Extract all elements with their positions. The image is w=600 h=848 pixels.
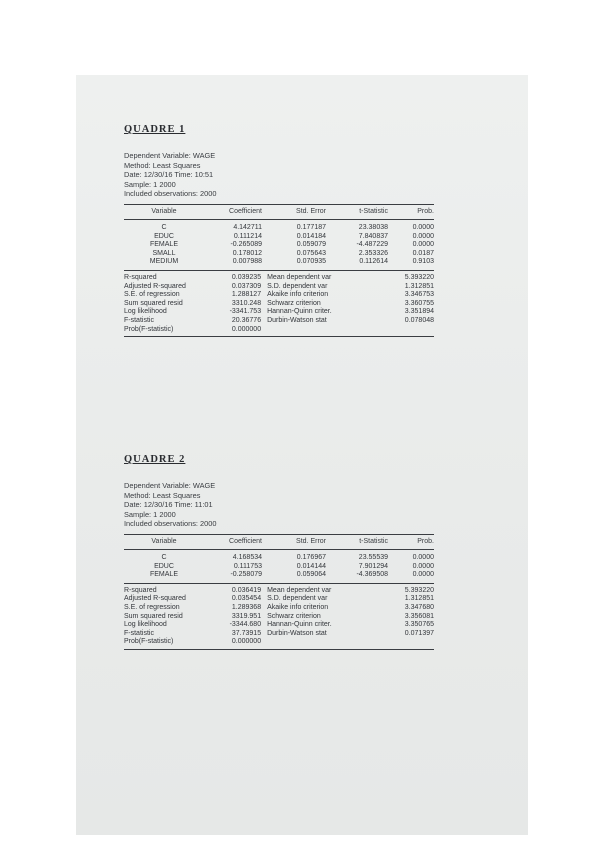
t-statistic-value: -4.369508: [356, 571, 388, 579]
coefficient-value: -0.258079: [230, 571, 262, 579]
stat-value: 3.346753: [404, 291, 434, 299]
date-time: Date: 12/30/16 Time: 10:51: [124, 170, 214, 180]
stat-value: [388, 326, 434, 335]
header-std-error: Std. Error: [296, 208, 326, 216]
quadre-2-title: QUADRE 2: [124, 454, 186, 465]
sample: Sample: 1 2000: [124, 179, 176, 189]
std-error-value: 0.075643: [296, 249, 326, 257]
stats-row: [124, 630, 434, 639]
stat-value: 5.393220: [404, 273, 434, 281]
stats-row: [124, 274, 434, 283]
coefficient-value: 4.142711: [233, 223, 262, 231]
stats-row: [124, 595, 434, 604]
header-prob: Prob.: [417, 538, 434, 546]
std-error-value: 0.176967: [296, 553, 326, 561]
t-statistic-value: 0.112614: [359, 258, 388, 266]
stat-value: -3344.680: [229, 621, 262, 629]
std-error-value: 0.014184: [296, 232, 326, 240]
stat-label: Durbin-Watson stat: [267, 629, 327, 637]
table-header: [124, 205, 434, 219]
stat-label: Log likelihood: [124, 621, 167, 629]
stat-value: 3.351894: [404, 308, 434, 316]
coefficient-value: 0.111753: [233, 562, 262, 570]
table-bottom-rule: [124, 649, 434, 650]
stat-label: Schwarz criterion: [267, 299, 321, 307]
stat-value: [388, 638, 434, 647]
stat-label: R-squared: [124, 586, 157, 594]
stat-label: Log likelihood: [124, 308, 167, 316]
included-observations: Included observations: 2000: [124, 189, 217, 199]
table-row: [124, 250, 434, 259]
stat-value: 3.350765: [404, 621, 434, 629]
stat-value: 0.000000: [231, 325, 262, 333]
prob-value: 0.0000: [412, 571, 434, 579]
stat-label: S.D. dependent var: [267, 595, 328, 603]
stat-label: Durbin-Watson stat: [267, 316, 327, 324]
stats-row: [124, 300, 434, 309]
summary-stats: [124, 584, 434, 649]
quadre-1: [124, 124, 434, 337]
stat-label: [267, 326, 388, 335]
dependent-variable: Dependent Variable: WAGE: [124, 151, 216, 160]
stat-label: Schwarz criterion: [267, 612, 321, 620]
header-coefficient: Coefficient: [229, 538, 262, 546]
stat-label: [267, 638, 388, 647]
variable-name: MEDIUM: [149, 258, 179, 266]
stat-label: Adjusted R-squared: [124, 282, 186, 290]
stats-row: [124, 326, 434, 335]
summary-stats: [124, 271, 434, 336]
table-row: [124, 233, 434, 242]
prob-value: 0.0187: [412, 249, 434, 257]
coefficient-table: [124, 220, 434, 270]
stat-value: 1.289368: [231, 603, 262, 611]
t-statistic-value: 23.38038: [358, 223, 388, 231]
stat-value: 0.000000: [231, 638, 262, 646]
stat-value: 37.73915: [231, 629, 262, 637]
coefficient-value: 0.111214: [233, 232, 262, 240]
stat-value: 1.288127: [231, 291, 262, 299]
variable-name: EDUC: [154, 562, 174, 570]
coefficient-value: 0.178012: [232, 249, 262, 257]
prob-value: 0.0000: [412, 562, 434, 570]
stat-value: -3341.753: [229, 308, 262, 316]
prob-value: 0.0000: [412, 241, 434, 249]
t-statistic-value: 7.840837: [358, 232, 388, 240]
stat-value: 0.039235: [231, 273, 262, 281]
stat-label: Akaike info criterion: [267, 603, 329, 611]
stat-label: Prob(F-statistic): [124, 638, 174, 646]
stat-label: Sum squared resid: [124, 299, 183, 307]
table-row: [124, 554, 434, 563]
stat-value: 3319.951: [231, 612, 262, 620]
method: Method: Least Squares: [124, 490, 201, 500]
stat-label: F-statistic: [124, 316, 154, 324]
table-bottom-rule: [124, 336, 434, 337]
header-t-statistic: t-Statistic: [359, 208, 388, 216]
stat-label: F-statistic: [124, 629, 154, 637]
stats-row: [124, 604, 434, 613]
stat-value: 3.356081: [404, 612, 434, 620]
table-row: [124, 563, 434, 572]
coefficient-table: [124, 550, 434, 583]
stats-row: [124, 638, 434, 647]
stat-label: Sum squared resid: [124, 612, 183, 620]
std-error-value: 0.014144: [296, 562, 326, 570]
stat-label: Akaike info criterion: [267, 291, 329, 299]
variable-name: FEMALE: [149, 241, 178, 249]
regression-meta: [124, 151, 434, 199]
stat-value: 3310.248: [231, 299, 262, 307]
prob-value: 0.0000: [412, 223, 434, 231]
table-row: [124, 571, 434, 580]
variable-name: C: [161, 223, 167, 231]
stat-label: Mean dependent var: [267, 273, 332, 281]
stat-value: 0.036419: [231, 586, 262, 594]
header-variable: Variable: [151, 208, 177, 216]
table-header: [124, 535, 434, 549]
prob-value: 0.0000: [412, 553, 434, 561]
stats-row: [124, 613, 434, 622]
stat-label: S.E. of regression: [124, 603, 180, 611]
stat-value: 3.347680: [404, 603, 434, 611]
variable-name: SMALL: [152, 249, 176, 257]
variable-name: EDUC: [154, 232, 174, 240]
stat-label: Prob(F-statistic): [124, 325, 174, 333]
stat-value: 5.393220: [404, 586, 434, 594]
stat-label: Adjusted R-squared: [124, 595, 186, 603]
stat-label: Mean dependent var: [267, 586, 332, 594]
prob-value: 0.9103: [412, 258, 434, 266]
header-prob: Prob.: [417, 208, 434, 216]
stats-row: [124, 587, 434, 596]
header-variable: Variable: [151, 538, 177, 546]
table-row: [124, 241, 434, 250]
quadre-2: [124, 454, 434, 650]
stat-label: R-squared: [124, 273, 157, 281]
date-time: Date: 12/30/16 Time: 11:01: [124, 500, 213, 510]
dependent-variable: Dependent Variable: WAGE: [124, 481, 216, 490]
prob-value: 0.0000: [412, 232, 434, 240]
variable-name: C: [161, 553, 167, 561]
coefficient-value: -0.265089: [230, 241, 262, 249]
stats-row: [124, 621, 434, 630]
stat-value: 20.36776: [231, 316, 262, 324]
coefficient-value: 4.168534: [232, 553, 262, 561]
stat-value: 0.078048: [404, 316, 434, 324]
t-statistic-value: 2.353326: [358, 249, 388, 257]
variable-name: FEMALE: [149, 571, 178, 579]
regression-meta: [124, 481, 434, 529]
table-row: [124, 224, 434, 233]
stat-value: 0.071397: [404, 629, 434, 637]
stats-row: [124, 283, 434, 292]
std-error-value: 0.070935: [296, 258, 326, 266]
stats-row: [124, 308, 434, 317]
quadre-1-title: QUADRE 1: [124, 124, 186, 135]
header-coefficient: Coefficient: [229, 208, 262, 216]
std-error-value: 0.059079: [296, 241, 326, 249]
std-error-value: 0.059064: [296, 571, 326, 579]
stat-value: 0.035454: [231, 595, 262, 603]
t-statistic-value: -4.487229: [356, 241, 388, 249]
header-std-error: Std. Error: [296, 538, 326, 546]
stat-value: 3.360755: [404, 299, 434, 307]
std-error-value: 0.177187: [296, 223, 326, 231]
stat-value: 1.312851: [404, 282, 434, 290]
t-statistic-value: 7.901294: [358, 562, 388, 570]
stat-value: 1.312851: [404, 595, 434, 603]
stat-label: S.E. of regression: [124, 291, 180, 299]
stat-label: Hannan-Quinn criter.: [267, 308, 332, 316]
stats-row: [124, 291, 434, 300]
included-observations: Included observations: 2000: [124, 519, 217, 529]
table-row: [124, 258, 434, 267]
sample: Sample: 1 2000: [124, 509, 176, 519]
stats-row: [124, 317, 434, 326]
stat-value: 0.037309: [231, 282, 262, 290]
stat-label: Hannan-Quinn criter.: [267, 621, 332, 629]
coefficient-value: 0.007988: [232, 258, 262, 266]
stat-label: S.D. dependent var: [267, 282, 328, 290]
method: Method: Least Squares: [124, 160, 201, 170]
header-t-statistic: t-Statistic: [359, 538, 388, 546]
t-statistic-value: 23.55539: [358, 553, 388, 561]
